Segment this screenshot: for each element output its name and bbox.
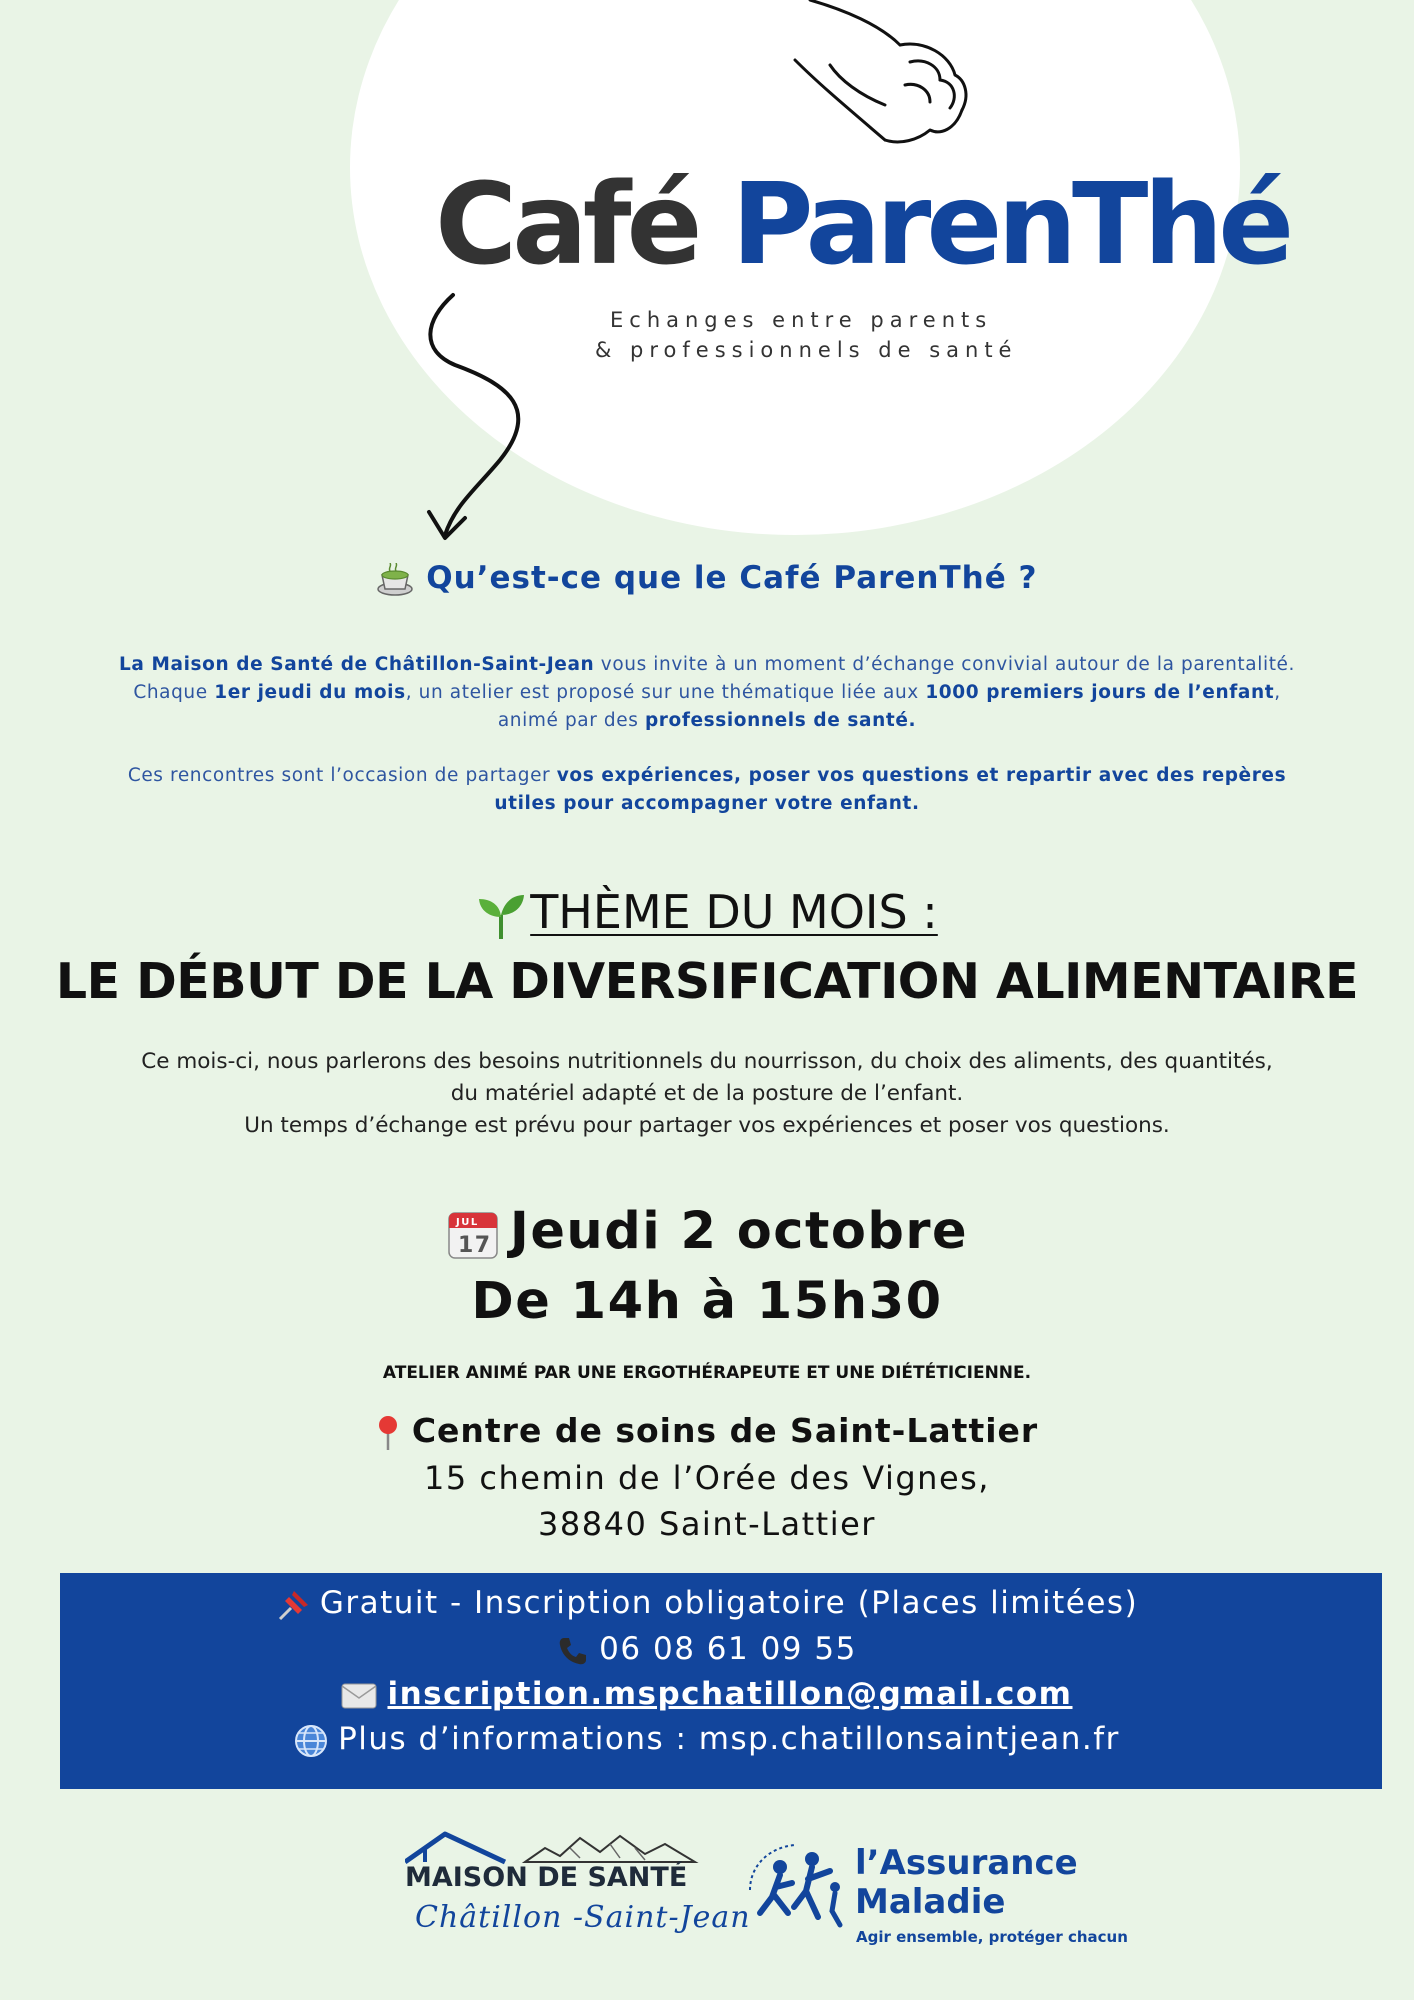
assurance-maladie-line2: Maladie — [855, 1882, 1006, 1922]
event-place — [0, 1411, 1414, 1452]
event-address-line1: 15 chemin de l’Orée des Vignes, — [424, 1459, 990, 1497]
intro-text-1: vous invite à un moment d’échange convivial autour de la parentalité. Chaque — [133, 654, 1296, 703]
info-pricing-text: Gratuit - Inscription obligatoire (Places limitées) — [319, 1585, 1139, 1621]
event-date-text: Jeudi 2 octobre — [509, 1202, 969, 1261]
msp-logo-name: MAISON DE SANTÉ — [405, 1862, 688, 1893]
hands-illustration-icon — [790, 0, 990, 165]
logo-tagline-line2: & professionnels de santé — [595, 338, 1018, 362]
intro-text-2: , un atelier est proposé sur une thématique liée aux — [405, 682, 926, 703]
theme-desc-line3: Un temps d’échange est prévu pour partager vos expériences et poser vos questions. — [244, 1113, 1170, 1138]
cafe-parenthe-logo — [435, 160, 1289, 290]
assurance-maladie-line1: l’Assurance — [855, 1843, 1078, 1883]
phone-icon — [557, 1635, 589, 1667]
theme-desc-line2: du matériel adapté et de la posture de l’enfant. — [450, 1081, 964, 1106]
info-website — [0, 1721, 1414, 1758]
globe-icon — [294, 1724, 328, 1758]
msp-logo-script: Châtillon -Saint-Jean — [415, 1900, 751, 1935]
intro-bold-first-thursday: 1er jeudi du mois — [214, 682, 406, 703]
calendar-day: 17 — [457, 1233, 492, 1258]
theme-title: LE DÉBUT DE LA DIVERSIFICATION ALIMENTAIRE — [55, 953, 1359, 1010]
theme-label-text: THÈME DU MOIS : — [530, 885, 938, 939]
theme-desc-line1: Ce mois-ci, nous parlerons des besoins nutritionnels du nourrisson, du choix des aliments, des quantités, — [141, 1049, 1273, 1074]
event-address-line2: 38840 Saint-Lattier — [538, 1505, 876, 1543]
logo-part-cafe: Café — [435, 160, 698, 290]
intro-bold-professionals: professionnels de santé. — [644, 710, 917, 731]
event-time: De 14h à 15h30 — [471, 1272, 943, 1331]
calendar-icon — [446, 1207, 500, 1261]
location-pin-icon — [376, 1414, 400, 1452]
info-website-text[interactable]: Plus d’informations : msp.chatillonsaintjean.fr — [338, 1721, 1120, 1757]
event-date — [0, 1202, 1414, 1261]
info-phone — [0, 1631, 1414, 1667]
info-pricing — [0, 1585, 1414, 1623]
logo-tagline-line1: Echanges entre parents — [610, 308, 993, 332]
seedling-icon — [476, 891, 526, 941]
curly-arrow-icon — [415, 290, 545, 545]
intro-text-3: , animé par des — [497, 682, 1281, 731]
logo-part-parenthe: ParenThé — [731, 160, 1290, 290]
assurance-maladie-figures-icon — [740, 1835, 850, 1935]
theme-label — [0, 885, 1414, 941]
envelope-icon — [341, 1682, 377, 1710]
event-place-text: Centre de soins de Saint-Lattier — [411, 1411, 1039, 1450]
info-email — [0, 1676, 1414, 1712]
intro-bold-1000-days: 1000 premiers jours de l’enfant — [925, 682, 1275, 703]
intro-text-4: Ces rencontres sont l’occasion de partager — [127, 765, 557, 786]
intro-bold-msp: La Maison de Santé de Châtillon-Saint-Jean — [118, 654, 595, 675]
tea-cup-icon — [376, 563, 414, 597]
event-animator: ATELIER ANIMÉ PAR UNE ERGOTHÉRAPEUTE ET UNE DIÉTÉTICIENNE. — [382, 1363, 1032, 1383]
info-phone-text[interactable]: 06 08 61 09 55 — [599, 1631, 857, 1667]
intro-heading-text: Qu’est-ce que le Café ParenThé ? — [426, 560, 1038, 596]
intro-paragraph-2 — [115, 762, 1299, 818]
assurance-maladie-slogan: Agir ensemble, protéger chacun — [856, 1928, 1128, 1946]
pushpin-icon — [276, 1587, 312, 1623]
calendar-month: JUL — [455, 1217, 479, 1228]
info-email-link[interactable]: inscription.mspchatillon@gmail.com — [387, 1676, 1073, 1712]
intro-bold-experiences: vos expériences, poser vos questions et repartir avec des repères utiles pour accompagner votre enfant. — [494, 765, 1287, 814]
intro-paragraph-1 — [100, 651, 1314, 735]
intro-heading — [0, 560, 1414, 597]
